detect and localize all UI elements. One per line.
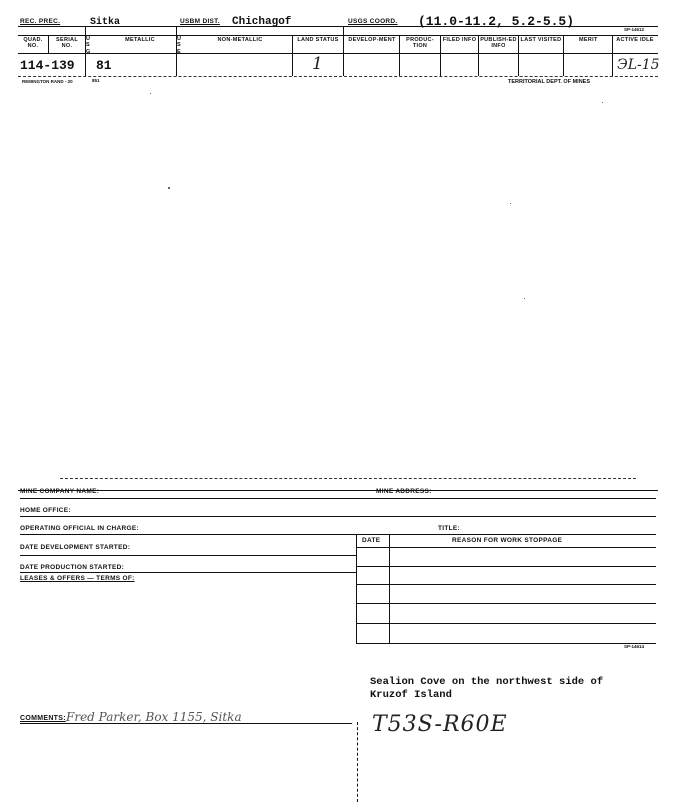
col-non-metallic: NON-METALLIC [217, 37, 263, 43]
mine-address-label: MINE ADDRESS: [376, 488, 432, 495]
sep-production [440, 36, 441, 76]
stoppage-date-sep [389, 534, 390, 644]
speck [524, 298, 525, 299]
sep-nonmetallic [292, 36, 293, 76]
printer-label: REMINGTON RAND - 20 [22, 79, 73, 84]
stoppage-row-rule [356, 566, 656, 567]
stoppage-reason-header: REASON FOR WORK STOPPAGE [452, 537, 563, 544]
header-bottom-rule [18, 53, 658, 54]
comments-divider [357, 722, 358, 802]
date-production-label: DATE PRODUCTION STARTED: [20, 564, 125, 571]
home-office-label: HOME OFFICE: [20, 507, 71, 514]
header-mid-rule [18, 35, 658, 36]
leases-label: LEASES & OFFERS — TERMS OF: [20, 575, 135, 582]
speck [150, 93, 151, 94]
col-production: PRODUC-TION [406, 37, 434, 50]
comments-value: Fred Parker, Box 1155, Sitka [66, 710, 242, 724]
col-serial-no: SERIAL NO. [56, 37, 78, 50]
usbm-dist-value: Chichagof [232, 16, 292, 28]
home-office-rule [20, 516, 656, 517]
col-quad-no: QUAD. NO. [23, 37, 43, 50]
speck [510, 203, 511, 204]
sep-last-visited [563, 36, 564, 76]
col-usg-metallic: U S G [86, 36, 91, 55]
township-range: T53S-R60E [372, 712, 508, 737]
usgs-coord-value: (11.0-11.2, 5.2-5.5) [418, 14, 575, 29]
date-development-label: DATE DEVELOPMENT STARTED: [20, 544, 131, 551]
record-land-status: 1 [312, 54, 323, 74]
col-usg-nonmetallic: U S E [177, 36, 182, 55]
sep-land-status [343, 26, 344, 76]
stoppage-row-rule [356, 584, 656, 585]
speck [168, 187, 170, 189]
col-active-idle: ACTIVE IDLE [616, 37, 654, 43]
col-filed-info: FILED INFO [442, 37, 477, 43]
speck [602, 102, 603, 103]
sep-quad [48, 36, 49, 53]
location-line-2: Kruzof Island [370, 689, 452, 701]
official-rule [20, 534, 656, 535]
header-form-number: SP-14612 [624, 27, 645, 32]
stoppage-bottom-rule [356, 643, 656, 644]
col-land-status: LAND STATUS [297, 37, 339, 43]
col-development: DEVELOP-MENT [348, 37, 396, 43]
comments-rule [20, 723, 352, 724]
usbm-dist-label: USBM DIST. [180, 18, 220, 25]
title-label: TITLE: [438, 525, 461, 532]
sep-development [399, 36, 400, 76]
lower-top-rule [18, 490, 658, 491]
col-metallic: METALLIC [125, 37, 155, 43]
lower-form-number: SP-14614 [624, 644, 645, 649]
location-line-1: Sealion Cove on the northwest side of [370, 676, 604, 688]
col-last-visited: LAST VISITED [520, 37, 562, 43]
usgs-coord-label: USGS COORD. [348, 18, 398, 25]
department-label: TERRITORIAL DEPT. OF MINES [508, 79, 590, 85]
record-quad-no: 114-139 [20, 58, 75, 73]
operating-official-label: OPERATING OFFICIAL IN CHARGE: [20, 525, 139, 532]
col-merit: MERIT [579, 37, 598, 43]
stoppage-header-rule [356, 547, 656, 548]
mine-company-name-label: MINE COMPANY NAME: [20, 488, 100, 495]
stoppage-row-rule [356, 603, 656, 604]
printer-code: 851 [92, 78, 100, 83]
rec-prec-value: Sitka [90, 17, 121, 28]
stoppage-date-header: DATE [362, 537, 381, 544]
stoppage-row-rule [356, 623, 656, 624]
col-published-info: PUBLISH-ED INFO [480, 37, 517, 50]
stoppage-left-border [356, 534, 357, 644]
development-rule [20, 555, 356, 556]
record-bottom-rule [18, 76, 658, 77]
record-active-idle: ЭL-15 [617, 57, 660, 73]
card-perforation [60, 478, 636, 479]
record-serial-no: 81 [96, 58, 112, 73]
company-rule [20, 498, 656, 499]
comments-label: COMMENTS: [20, 715, 66, 722]
sep-published [518, 36, 519, 76]
sep-filed [478, 36, 479, 76]
sep-merit [612, 36, 613, 76]
production-rule [20, 572, 356, 573]
rec-prec-label: REC. PREC. [20, 18, 61, 25]
